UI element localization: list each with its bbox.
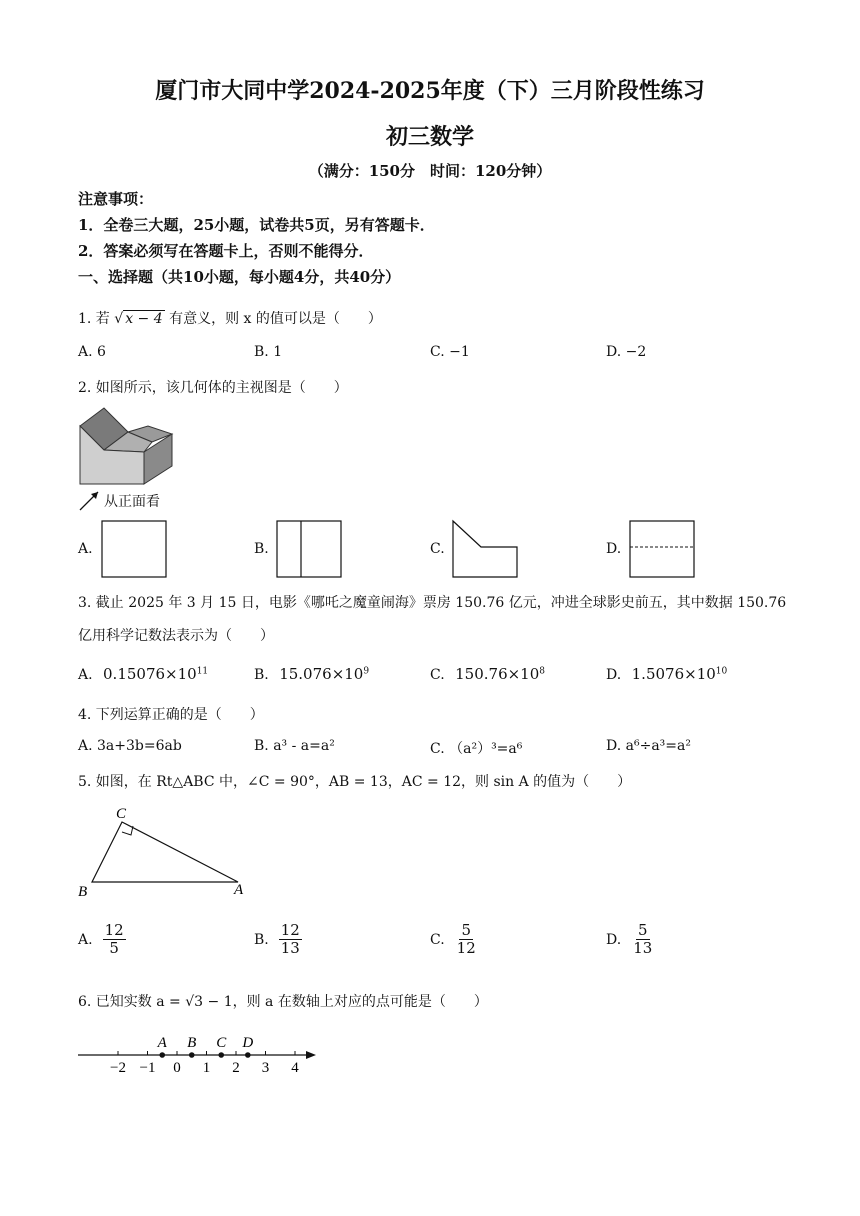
question-3-line-1: 3. 截止 2025 年 3 月 15 日，电影《哪吒之魔童闹海》票房 150.76 亿元，冲进全球影史前五，其中数据 150.76 bbox=[78, 595, 787, 611]
point-label-d: D bbox=[242, 1035, 254, 1051]
q2-option-d-figure bbox=[628, 519, 698, 581]
q2-option-d-label: D. bbox=[606, 541, 622, 557]
tick-label: 2 bbox=[232, 1060, 240, 1076]
fraction: $\frac{12}{13}$ bbox=[280, 921, 300, 958]
q1-radicand: x − 4 bbox=[125, 311, 163, 327]
fraction: $\frac{5}{12}$ bbox=[456, 921, 476, 958]
q4-option-a: A. 3a+3b=6ab bbox=[78, 738, 182, 754]
notes-heading: 注意事项： bbox=[78, 190, 154, 208]
point-label-c: C bbox=[216, 1035, 227, 1051]
point-label-a: A bbox=[157, 1035, 167, 1051]
q5-option-a: A. $\frac{12}{5}$ bbox=[78, 921, 124, 958]
vertex-b-label: B bbox=[78, 884, 88, 900]
notes-item-2: 2．答案必须写在答题卡上，否则不能得分． bbox=[78, 242, 374, 260]
vertex-a-label: A bbox=[234, 882, 244, 898]
q1-option-d: D. −2 bbox=[606, 344, 647, 360]
sqrt-symbol: √ bbox=[114, 311, 124, 327]
point-dot-b bbox=[189, 1052, 195, 1058]
tick-label: 1 bbox=[202, 1060, 211, 1076]
question-6: 6. 已知实数 a = √3 − 1，则 a 在数轴上对应的点可能是（ ） bbox=[78, 994, 488, 1010]
q4-option-d: D. a⁶÷a³=a² bbox=[606, 738, 691, 754]
q2-option-a-figure bbox=[100, 519, 170, 581]
fraction: $\frac{12}{5}$ bbox=[104, 921, 124, 958]
q5-option-d: D. $\frac{5}{13}$ bbox=[606, 921, 653, 958]
point-dot-a bbox=[159, 1052, 165, 1058]
q3-option-b: B. $15.076\times 10^9$ bbox=[254, 665, 370, 683]
point-dot-d bbox=[245, 1052, 251, 1058]
exam-subject: 初三数学 bbox=[385, 124, 474, 150]
q3-option-a: A. $0.15076\times 10^{11}$ bbox=[78, 665, 209, 683]
q2-option-c-label: C. bbox=[430, 541, 445, 557]
question-3-line-2: 亿用科学记数法表示为（ ） bbox=[78, 628, 274, 644]
tick-label: 3 bbox=[261, 1060, 270, 1076]
point-dot-c bbox=[218, 1052, 224, 1058]
q5-option-b: B. $\frac{12}{13}$ bbox=[254, 921, 300, 958]
question-4: 4. 下列运算正确的是（ ） bbox=[78, 707, 264, 723]
q5-option-c: C. $\frac{5}{12}$ bbox=[430, 921, 476, 958]
q3-option-d: D. $1.5076\times 10^{10}$ bbox=[606, 665, 728, 683]
exam-title: 厦门市大同中学2024-2025年度（下）三月阶段性练习 bbox=[155, 78, 705, 104]
question-1 bbox=[78, 308, 382, 328]
q1-prefix: 1. 若 bbox=[78, 311, 110, 327]
fraction: $\frac{5}{13}$ bbox=[633, 921, 653, 958]
tick-label: 4 bbox=[291, 1060, 299, 1076]
q2-option-b-label: B. bbox=[254, 541, 269, 557]
tick-label: 0 bbox=[173, 1060, 181, 1076]
tick-label: −1 bbox=[139, 1060, 156, 1076]
notes-item-1: 1．全卷三大题，25小题，试卷共5页，另有答题卡． bbox=[78, 216, 435, 234]
q1-suffix: 有意义，则 x 的值可以是（ ） bbox=[169, 311, 382, 327]
q5-triangle-figure bbox=[70, 800, 260, 900]
point-label-b: B bbox=[187, 1035, 197, 1051]
q2-view-label: 从正面看 bbox=[104, 494, 160, 510]
vertex-c-label: C bbox=[116, 806, 127, 822]
tick-label: −2 bbox=[110, 1060, 126, 1076]
question-5: 5. 如图，在 Rt△ABC 中，∠C = 90°，AB = 13，AC = 12，则 sin A 的值为（ ） bbox=[78, 774, 632, 790]
q2-option-b-figure bbox=[275, 519, 345, 581]
q2-option-c-figure bbox=[451, 519, 521, 581]
q6-number-line bbox=[74, 1025, 324, 1080]
q1-option-a: A. 6 bbox=[78, 344, 106, 360]
q4-option-b: B. a³ ‑ a=a² bbox=[254, 738, 335, 754]
score-time-line: （满分：150分 时间：120分钟） bbox=[308, 162, 552, 180]
q4-option-c: C. （a²）³=a⁶ bbox=[430, 741, 523, 757]
q1-option-b: B. 1 bbox=[254, 344, 283, 360]
section-heading: 一、选择题（共10小题，每小题4分，共40分） bbox=[78, 268, 401, 286]
q1-option-c: C. −1 bbox=[430, 344, 470, 360]
question-2: 2. 如图所示，该几何体的主视图是（ ） bbox=[78, 380, 348, 396]
q2-option-a-label: A. bbox=[78, 541, 93, 557]
q3-option-c: C. $150.76\times 10^8$ bbox=[430, 665, 545, 683]
